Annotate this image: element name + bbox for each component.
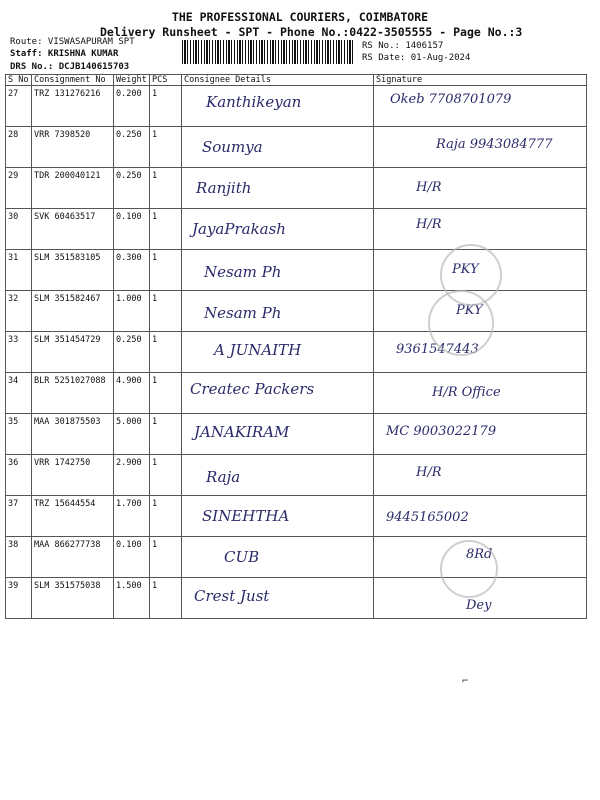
consignee-handwriting: Soumya [202, 138, 263, 156]
cell-weight: 0.250 [114, 168, 150, 209]
signature-handwriting: 9445165002 [386, 510, 469, 525]
drs-number: DRS No.: DCJB140615703 [10, 62, 130, 72]
cell-pcs: 1 [150, 373, 182, 414]
signature-handwriting: PKY [456, 303, 483, 318]
table-row [6, 291, 587, 332]
cell-consignment: VRR 1742750 [32, 455, 114, 496]
signature-handwriting: MC 9003022179 [386, 424, 497, 439]
pen-mark: ⌐ [462, 676, 469, 687]
cell-pcs: 1 [150, 168, 182, 209]
consignee-handwriting: Nesam Ph [204, 304, 282, 322]
cell-weight: 4.900 [114, 373, 150, 414]
signature-handwriting: H/R [416, 465, 442, 480]
rs-date: RS Date: 01-Aug-2024 [362, 53, 471, 63]
col-consignee: Consignee Details [182, 75, 374, 86]
cell-pcs: 1 [150, 455, 182, 496]
table-row [6, 496, 587, 537]
signature-handwriting: Okeb 7708701079 [390, 92, 512, 107]
signature-handwriting: Raja 9943084777 [436, 137, 553, 152]
cell-consignment: TRZ 131276216 [32, 86, 114, 127]
consignee-handwriting: Crest Just [194, 587, 270, 605]
cell-pcs: 1 [150, 86, 182, 127]
col-sno: S No [6, 75, 32, 86]
cell-pcs: 1 [150, 250, 182, 291]
cell-sno: 27 [6, 86, 32, 127]
signature-handwriting: H/R Office [432, 385, 501, 400]
cell-consignment: SLM 351575038 [32, 578, 114, 619]
courier-stamp [428, 290, 494, 356]
cell-pcs: 1 [150, 127, 182, 168]
table-row [6, 537, 587, 578]
cell-sno: 34 [6, 373, 32, 414]
barcode [182, 40, 354, 64]
cell-weight: 0.250 [114, 332, 150, 373]
cell-consignment: SLM 351583105 [32, 250, 114, 291]
consignee-handwriting: Createc Packers [190, 380, 315, 398]
col-signature: Signature [374, 75, 587, 86]
cell-consignment: TRZ 15644554 [32, 496, 114, 537]
cell-weight: 5.000 [114, 414, 150, 455]
table-row [6, 578, 587, 619]
rs-number: RS No.: 1406157 [362, 41, 444, 51]
cell-consignment: VRR 7398520 [32, 127, 114, 168]
consignee-handwriting: JayaPrakash [192, 220, 286, 238]
cell-sno: 33 [6, 332, 32, 373]
cell-consignment: BLR 5251027088 [32, 373, 114, 414]
signature-handwriting: Dey [466, 598, 492, 613]
table-row [6, 332, 587, 373]
route-label: Route: VISWASAPURAM SPT [10, 37, 135, 47]
table-header-row [6, 75, 587, 86]
cell-weight: 1.500 [114, 578, 150, 619]
table-row [6, 414, 587, 455]
signature-handwriting: 8Rd [466, 547, 493, 562]
table-row [6, 209, 587, 250]
consignee-handwriting: Ranjith [196, 179, 252, 197]
cell-sno: 32 [6, 291, 32, 332]
consignee-handwriting: Nesam Ph [204, 263, 282, 281]
signature-handwriting: PKY [452, 262, 479, 277]
cell-weight: 0.100 [114, 537, 150, 578]
cell-pcs: 1 [150, 578, 182, 619]
table-row [6, 455, 587, 496]
staff-label: Staff: KRISHNA KUMAR [10, 49, 119, 59]
cell-consignment: MAA 301875503 [32, 414, 114, 455]
cell-weight: 1.700 [114, 496, 150, 537]
cell-pcs: 1 [150, 537, 182, 578]
cell-sno: 35 [6, 414, 32, 455]
cell-consignment: TDR 200040121 [32, 168, 114, 209]
cell-sno: 30 [6, 209, 32, 250]
page-title: THE PROFESSIONAL COURIERS, COIMBATORE [171, 10, 429, 24]
consignee-handwriting: A JUNAITH [214, 341, 302, 359]
cell-pcs: 1 [150, 291, 182, 332]
col-pcs: PCS [150, 75, 182, 86]
table-row [6, 168, 587, 209]
consignee-handwriting: SINEHTHA [202, 507, 290, 525]
cell-pcs: 1 [150, 209, 182, 250]
cell-sno: 28 [6, 127, 32, 168]
cell-sno: 39 [6, 578, 32, 619]
consignee-handwriting: Raja [206, 468, 241, 486]
cell-weight: 2.900 [114, 455, 150, 496]
cell-sno: 36 [6, 455, 32, 496]
courier-stamp [440, 540, 498, 598]
cell-weight: 0.300 [114, 250, 150, 291]
signature-handwriting: H/R [416, 180, 442, 195]
cell-pcs: 1 [150, 496, 182, 537]
signature-handwriting: H/R [416, 217, 442, 232]
cell-pcs: 1 [150, 414, 182, 455]
table-row [6, 127, 587, 168]
cell-weight: 0.200 [114, 86, 150, 127]
runsheet-table [5, 74, 587, 619]
cell-weight: 0.100 [114, 209, 150, 250]
cell-consignment: SLM 351582467 [32, 291, 114, 332]
consignee-handwriting: CUB [224, 548, 260, 566]
col-weight: Weight [114, 75, 150, 86]
cell-consignment: SLM 351454729 [32, 332, 114, 373]
cell-sno: 31 [6, 250, 32, 291]
cell-consignment: MAA 866277738 [32, 537, 114, 578]
cell-sno: 37 [6, 496, 32, 537]
consignee-handwriting: JANAKIRAM [194, 423, 290, 441]
cell-pcs: 1 [150, 332, 182, 373]
table-row [6, 86, 587, 127]
cell-weight: 0.250 [114, 127, 150, 168]
runsheet-subtitle: Delivery Runsheet - SPT - Phone No.:0422-3505555 - Page No.:3 [100, 25, 523, 39]
consignee-handwriting: Kanthikeyan [206, 93, 302, 111]
table-row [6, 373, 587, 414]
cell-consignment: SVK 60463517 [32, 209, 114, 250]
signature-handwriting: 9361547443 [396, 342, 479, 357]
cell-sno: 38 [6, 537, 32, 578]
cell-weight: 1.000 [114, 291, 150, 332]
cell-sno: 29 [6, 168, 32, 209]
col-consignment: Consignment No [32, 75, 114, 86]
